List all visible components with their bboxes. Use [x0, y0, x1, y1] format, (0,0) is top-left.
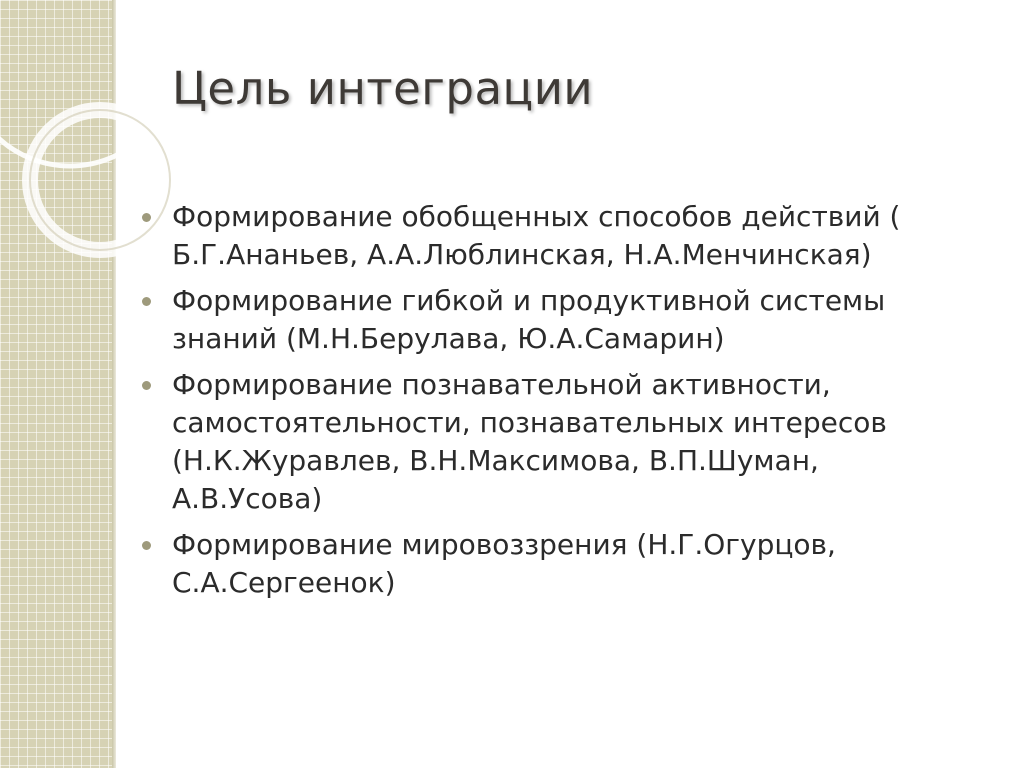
list-item-text: Формирование мировоззрения (Н.Г.Огурцов, С.А.Сергеенок)	[172, 528, 836, 599]
list-item	[140, 198, 970, 274]
list-item-text: Формирование обобщенных способов действий ( Б.Г.Ананьев, А.А.Люблинская, Н.А.Менчинская)	[172, 200, 901, 271]
list-item-text: Формирование гибкой и продуктивной системы знаний (М.Н.Берулава, Ю.А.Самарин)	[172, 284, 886, 355]
list-item	[140, 282, 970, 358]
bullet-dot-icon	[142, 381, 151, 390]
slide-title: Цель интеграции	[172, 62, 594, 115]
list-item	[140, 366, 970, 518]
bullet-dot-icon	[142, 297, 151, 306]
list-item-text: Формирование познавательной активности, самостоятельности, познавательных интересов (Н.К.Журавлев, В.Н.Максимова, В.П.Шуман, А.В.Усова)	[172, 368, 887, 515]
bullet-list	[140, 198, 970, 610]
list-item	[140, 526, 970, 602]
bullet-dot-icon	[142, 213, 151, 222]
bullet-dot-icon	[142, 541, 151, 550]
